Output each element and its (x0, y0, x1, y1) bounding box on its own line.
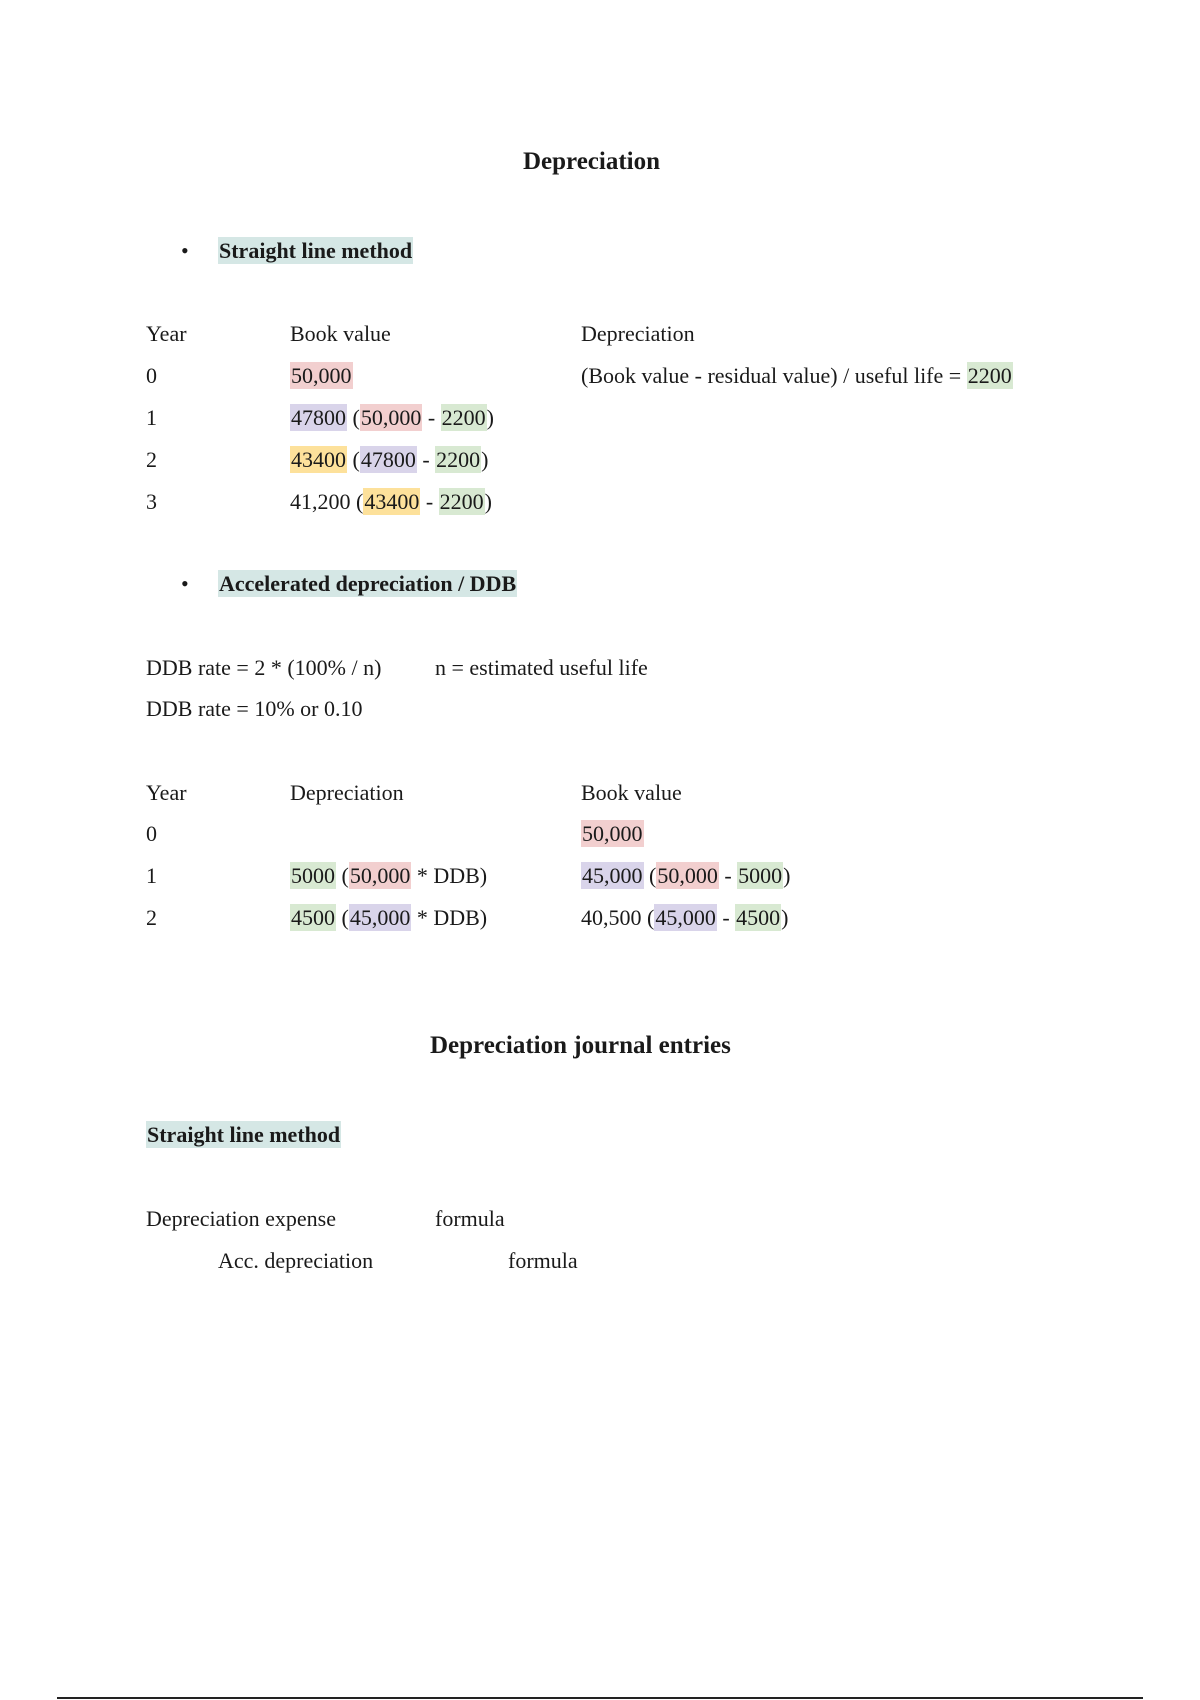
bullet: • (181, 238, 189, 263)
ddb-bv-1 (581, 861, 790, 891)
sl-value-3-a: 43400 (364, 489, 420, 514)
ddb-bv-2-amount: 40,500 (581, 905, 642, 930)
ddb-dep-2-base: 45,000 (349, 905, 411, 930)
journal-title: Depreciation journal entries (430, 1032, 731, 1059)
ddb-year-0: 0 (146, 821, 157, 846)
sl-value-0-amount: 50,000 (291, 363, 352, 388)
paren-close: ) (484, 489, 492, 514)
bullet: • (181, 571, 189, 596)
section-heading-ddb (218, 569, 517, 599)
paren-open: ( (352, 447, 360, 472)
ddb-dep-2-tail: * DDB) (411, 905, 488, 930)
ddb-dep-1-amount: 5000 (291, 863, 335, 888)
ddb-header-year: Year (146, 780, 187, 805)
sl-formula-result: 2200 (967, 363, 1012, 388)
ddb-bv-1-b: 5000 (738, 863, 783, 888)
journal-account-0: Depreciation expense (146, 1206, 336, 1231)
page-title: Depreciation (523, 148, 661, 175)
sl-value-2-b: 2200 (436, 447, 481, 472)
sl-year-1: 1 (146, 405, 157, 430)
paren-close: ) (781, 905, 789, 930)
sl-value-0 (290, 361, 353, 391)
sl-formula-label: (Book value - residual value) / useful life = (581, 363, 962, 388)
journal-subheading-text: Straight line method (147, 1122, 341, 1147)
sl-value-3-b: 2200 (439, 489, 484, 514)
ddb-dep-1-base: 50,000 (349, 863, 411, 888)
journal-amount-0: formula (435, 1206, 505, 1231)
ddb-header-book-value: Book value (581, 780, 682, 805)
section-heading-straight-line (218, 236, 413, 266)
ddb-bv-1-a: 50,000 (657, 863, 718, 888)
paren-close: ) (481, 447, 489, 472)
minus: - (420, 489, 439, 514)
ddb-bv-2-a: 45,000 (655, 905, 716, 930)
ddb-bv-2 (581, 903, 788, 933)
ddb-heading: Accelerated depreciation / DDB (219, 571, 517, 596)
ddb-year-1: 1 (146, 863, 157, 888)
ddb-dep-2-amount: 4500 (291, 905, 335, 930)
sl-year-0: 0 (146, 363, 157, 388)
sl-header-year: Year (146, 321, 187, 346)
paren-open: ( (341, 863, 349, 888)
straight-line-heading: Straight line method (219, 238, 413, 263)
minus: - (422, 405, 441, 430)
sl-value-2 (290, 445, 488, 475)
minus: - (718, 863, 738, 888)
paren-open: ( (352, 405, 360, 430)
journal-account-1: Acc. depreciation (218, 1248, 374, 1273)
sl-value-3 (290, 487, 492, 517)
minus: - (716, 905, 736, 930)
ddb-bv-1-amount: 45,000 (582, 863, 643, 888)
sl-year-3: 3 (146, 489, 157, 514)
ddb-bv-0-amount: 50,000 (582, 821, 643, 846)
sl-value-1-a: 50,000 (360, 405, 422, 430)
minus: - (416, 447, 436, 472)
journal-subheading (146, 1120, 341, 1150)
sl-year-2: 2 (146, 447, 157, 472)
ddb-dep-1-tail: * DDB) (411, 863, 488, 888)
paren-close: ) (486, 405, 494, 430)
ddb-n-definition: n = estimated useful life (435, 655, 648, 680)
paren-open: ( (649, 863, 657, 888)
ddb-year-2: 2 (146, 905, 157, 930)
sl-value-2-amount: 43400 (291, 447, 346, 472)
ddb-bv-2-b: 4500 (736, 905, 781, 930)
sl-value-1-b: 2200 (441, 405, 486, 430)
ddb-rate-formula: DDB rate = 2 * (100% / n) (146, 655, 382, 680)
paren-open: ( (647, 905, 655, 930)
sl-formula (581, 361, 1013, 391)
ddb-dep-2 (290, 903, 487, 933)
ddb-bv-0 (581, 819, 644, 849)
paren-open: ( (356, 489, 364, 514)
ddb-header-depreciation: Depreciation (290, 780, 404, 805)
sl-value-2-a: 47800 (360, 447, 416, 472)
sl-header-depreciation: Depreciation (581, 321, 695, 346)
ddb-dep-1 (290, 861, 487, 891)
sl-value-1 (290, 403, 494, 433)
sl-value-1-amount: 47800 (291, 405, 346, 430)
ddb-rate-value: DDB rate = 10% or 0.10 (146, 696, 363, 721)
journal-amount-1: formula (508, 1248, 578, 1273)
paren-open: ( (341, 905, 349, 930)
sl-header-book-value: Book value (290, 321, 391, 346)
bottom-rule (57, 1697, 1143, 1699)
sl-value-3-amount: 41,200 (290, 489, 351, 514)
paren-close: ) (783, 863, 791, 888)
